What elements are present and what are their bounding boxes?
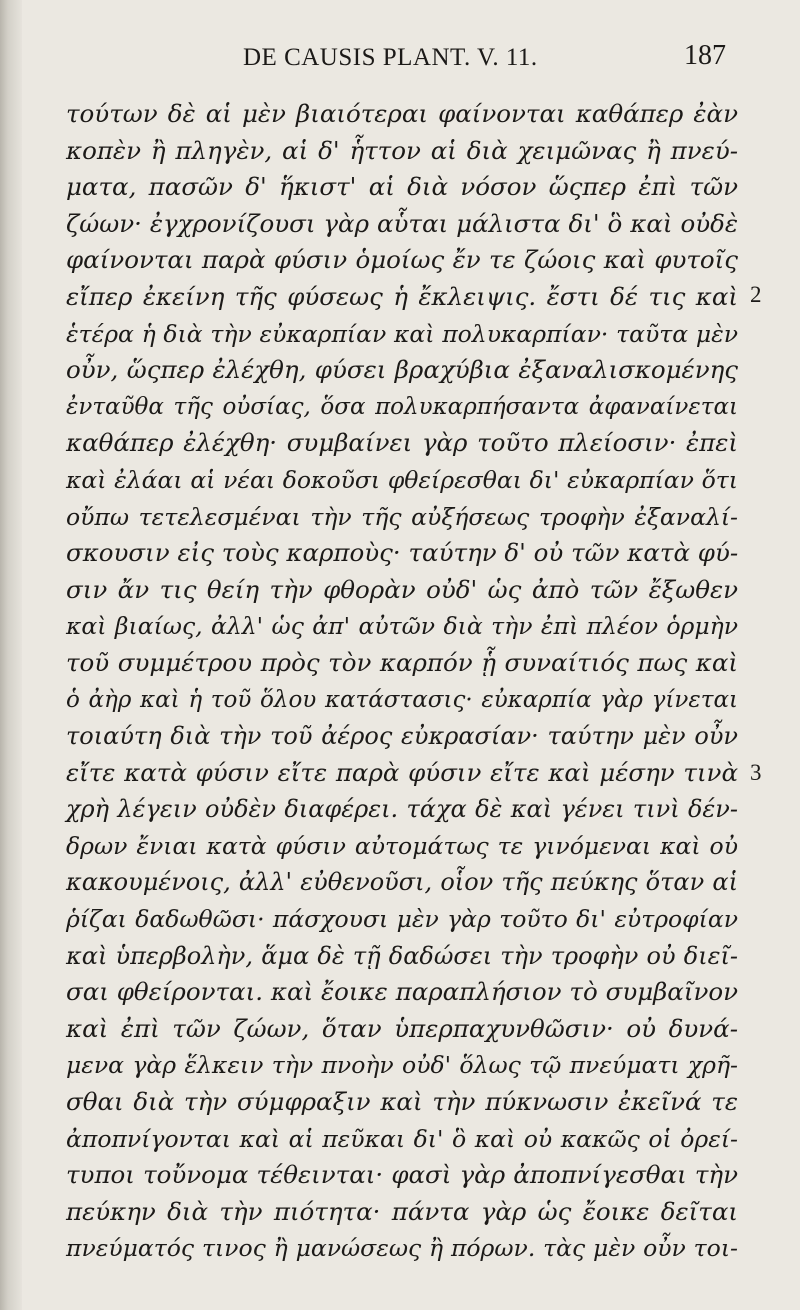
text-line: καὶ ὑπερβολὴν, ἅμα δὲ τῇ δαδώσει τὴν τροφὴν οὐ διεῖ- <box>66 941 738 970</box>
text-line: καὶ βιαίως, ἀλλ' ὡς ἀπ' αὐτῶν διὰ τὴν ἐπὶ πλέον ὁρμὴν <box>66 612 738 641</box>
page-header <box>0 40 800 80</box>
text-line: καθάπερ ἐλέχθη· συμβαίνει γὰρ τοῦτο πλείοσιν· ἐπεὶ <box>66 428 738 458</box>
running-title: DE CAUSIS PLANT. V. 11. <box>243 44 538 71</box>
text-line: χρὴ λέγειν οὐδὲν διαφέρει. τάχα δὲ καὶ γένει τινὶ δέν- <box>66 795 738 824</box>
section-number-marginal: 3 <box>750 760 762 785</box>
text-line: τυποι τοὔνομα τέθεινται· φασὶ γὰρ ἀποπνίγεσθαι τὴν <box>66 1160 738 1190</box>
text-line: ῥίζαι δαδωθῶσι· πάσχουσι μὲν γὰρ τοῦτο δι' εὐτροφίαν <box>66 905 738 934</box>
text-line: οὖν, ὥςπερ ἐλέχθη, φύσει βραχύβια ἐξαναλισκομένης <box>66 355 738 385</box>
text-line: δρων ἔνιαι κατὰ φύσιν αὐτομάτως τε γινόμεναι καὶ οὐ <box>66 831 738 860</box>
binding-gutter-shadow <box>0 0 22 1310</box>
text-line: κακουμένοις, ἀλλ' εὐθενοῦσι, οἷον τῆς πεύκης ὅταν αἱ <box>66 868 738 897</box>
text-line: οὔπω τετελεσμέναι τὴν τῆς αὐξήσεως τροφὴν ἐξαναλί- <box>66 502 738 531</box>
text-line: σθαι διὰ τὴν σύμφραξιν καὶ τὴν πύκνωσιν ἐκεῖνά τε <box>66 1087 738 1117</box>
text-line: τοιαύτη διὰ τὴν τοῦ ἀέρος εὐκρασίαν· ταύτην μὲν οὖν <box>66 722 738 751</box>
text-line: καὶ ἐπὶ τῶν ζώων, ὅταν ὑπερπαχυνθῶσιν· οὐ δυνά- <box>66 1013 738 1043</box>
text-line: σκουσιν εἰς τοὺς καρποὺς· ταύτην δ' οὐ τῶν κατὰ φύ- <box>66 538 739 568</box>
text-line: κοπὲν ἢ πληγὲν, αἱ δ' ἧττον αἱ διὰ χειμῶνας ἢ πνεύ- <box>66 135 738 165</box>
text-line: ἑτέρα ἡ διὰ τὴν εὐκαρπίαν καὶ πολυκαρπίαν· ταῦτα μὲν <box>66 319 738 348</box>
text-line: ἐνταῦθα τῆς οὐσίας, ὅσα πολυκαρπήσαντα ἀφαναίνεται <box>66 393 738 420</box>
greek-text-block <box>66 96 738 1267</box>
text-line: φαίνονται παρὰ φύσιν ὁμοίως ἔν τε ζώοις καὶ φυτοῖς <box>66 245 738 275</box>
text-line: ὁ ἀὴρ καὶ ἡ τοῦ ὅλου κατάστασις· εὐκαρπία γὰρ γίνεται <box>66 686 738 713</box>
text-line: πεύκην διὰ τὴν πιότητα· πάντα γὰρ ὡς ἔοικε δεῖται <box>66 1196 738 1226</box>
section-number-marginal: 2 <box>750 282 762 307</box>
text-line: καὶ ἐλάαι αἱ νέαι δοκοῦσι φθείρεσθαι δι' εὐκαρπίαν ὅτι <box>66 465 738 494</box>
text-line: τούτων δὲ αἱ μὲν βιαιότεραι φαίνονται καθάπερ ἐὰν <box>66 99 738 128</box>
text-line: εἴτε κατὰ φύσιν εἴτε παρὰ φύσιν εἴτε καὶ μέσην τινὰ <box>66 757 738 787</box>
text-line: ἀποπνίγονται καὶ αἱ πεῦκαι δι' ὃ καὶ οὐ κακῶς οἱ ὀρεί- <box>66 1124 738 1153</box>
text-line: ματα, πασῶν δ' ἥκιστ' αἱ διὰ νόσον ὥςπερ ἐπὶ τῶν <box>66 172 738 202</box>
text-line: εἴπερ ἐκείνη τῆς φύσεως ἡ ἔκλειψις. ἔστι δέ τις καὶ <box>66 281 738 311</box>
page-number: 187 <box>684 40 726 71</box>
text-line: τοῦ συμμέτρου πρὸς τὸν καρπόν ᾗ συναίτιός πως καὶ <box>66 647 738 677</box>
text-line: σιν ἄν τις θείη τὴν φθορὰν οὐδ' ὡς ἀπὸ τῶν ἔξωθεν <box>66 574 738 604</box>
text-line: σαι φθείρονται. καὶ ἔοικε παραπλήσιον τὸ συμβαῖνον <box>66 977 738 1007</box>
text-line: ζώων· ἐγχρονίζουσι γὰρ αὗται μάλιστα δι' ὃ καὶ οὐδὲ <box>66 208 738 238</box>
text-line: μενα γὰρ ἕλκειν τὴν πνοὴν οὐδ' ὅλως τῷ πνεύματι χρῆ- <box>66 1051 738 1080</box>
text-line: πνεύματός τινος ἢ μανώσεως ἢ πόρων. τὰς μὲν οὖν τοι- <box>66 1234 738 1263</box>
